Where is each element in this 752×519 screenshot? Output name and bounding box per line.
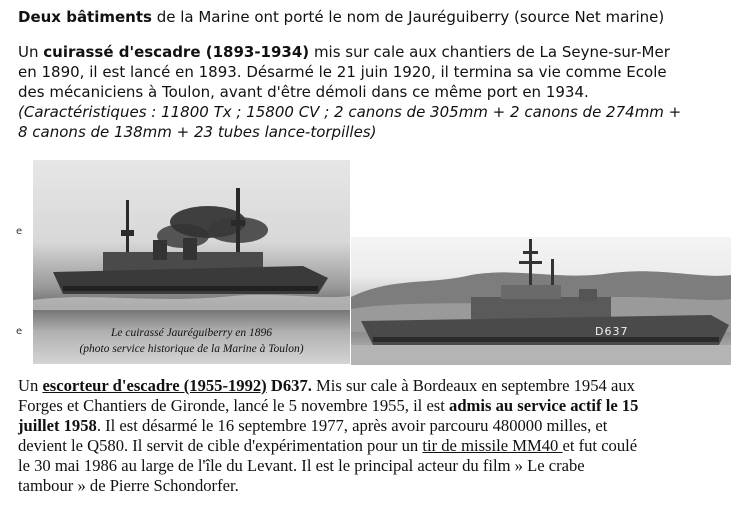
heading-bold: Deux bâtiments	[18, 8, 152, 26]
paragraph-escorteur	[18, 376, 748, 496]
heading	[18, 7, 748, 27]
photo1-caption-line-1: Le cuirassé Jauréguiberry en 1896	[111, 327, 272, 339]
para1-l1-post: mis sur cale aux chantiers de La Seyne-sur-Mer	[309, 43, 670, 61]
para2-line-2	[18, 396, 748, 416]
para1-line-5: 8 canons de 138mm + 23 tubes lance-torpilles)	[18, 123, 377, 141]
para2-l2-pre: Forges et Chantiers de Gironde, lancé le 5 novembre 1955, il est	[18, 396, 450, 415]
para2-l2-bold: admis au service actif le 15	[449, 396, 639, 415]
para2-l3-bold: juillet 1958	[18, 416, 97, 435]
para1-l1-pre: Un	[18, 43, 44, 61]
para1-line-1	[18, 42, 748, 62]
para2-line-3	[18, 416, 748, 436]
battleship-photo	[33, 160, 350, 364]
para2-line-6: tambour » de Pierre Schondorfer.	[18, 476, 239, 495]
edge-mark-1: e	[16, 226, 23, 237]
para1-line-3: des mécaniciens à Toulon, avant d'être démoli dans ce même port en 1934.	[18, 83, 589, 101]
paragraph-cuirasse	[18, 42, 748, 142]
photo1-caption-line-2: (photo service historique de la Marine à Toulon)	[79, 343, 304, 355]
escorteur-link[interactable]: escorteur d'escadre (1955-1992)	[42, 376, 267, 395]
para2-line-1	[18, 376, 748, 396]
para2-line-4	[18, 436, 748, 456]
para2-l4-post: et fut coulé	[562, 436, 638, 455]
hull-number: D637	[595, 325, 629, 338]
escort-ship-photo	[351, 237, 731, 365]
para2-l3-post: . Il est désarmé le 16 septembre 1977, après avoir parcouru 480000 milles, et	[96, 416, 608, 435]
para2-l4-pre: devient le Q580. Il servit de cible d'expérimentation pour un	[18, 436, 423, 455]
para1-line-4: (Caractéristiques : 11800 Tx ; 15800 CV ; 2 canons de 305mm + 2 canons de 274mm +	[18, 103, 682, 121]
heading-rest: de la Marine ont porté le nom de Jauréguiberry (source Net marine)	[151, 8, 665, 26]
missile-link[interactable]: tir de missile MM40	[422, 436, 563, 455]
edge-mark-2: e	[16, 326, 23, 337]
para1-l1-bold: cuirassé d'escadre (1893-1934)	[43, 43, 310, 61]
para2-l1-pre: Un	[18, 376, 43, 395]
para2-l1-post: Mis sur cale à Bordeaux en septembre 1954 aux	[311, 376, 635, 395]
para2-l1-bold: D637.	[266, 376, 312, 395]
escort-ship-illustration	[351, 237, 731, 365]
para2-line-5: le 30 mai 1986 au large de l'île du Levant. Il est le principal acteur du film » Le crabe	[18, 456, 585, 475]
para1-line-2: en 1890, il est lancé en 1893. Désarmé le 21 juin 1920, il termina sa vie comme Ecole	[18, 63, 667, 81]
